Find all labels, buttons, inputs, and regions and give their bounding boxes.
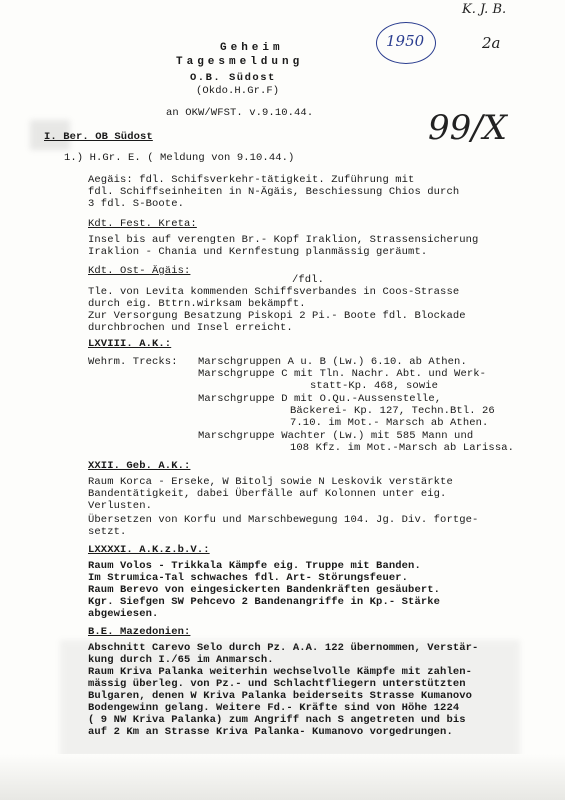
page-bottom-shade: [0, 754, 565, 800]
handwritten-page-mark: 99/X: [428, 108, 507, 148]
header-okdo: (Okdo.H.Gr.F): [196, 85, 280, 97]
lxxxxi-line-1: Raum Volos - Trikkala Kämpfe eig. Truppe mit Banden.: [88, 560, 421, 572]
wehrm-label: Wehrm. Trecks:: [88, 356, 178, 368]
kdt-ost-label: Kdt. Ost- Ägäis:: [88, 265, 191, 277]
lxviii-label: LXVIII. A.K.:: [88, 338, 172, 350]
lxxxxi-line-3: Raum Berevo von eingesickerten Bandenkräften gesäubert.: [88, 584, 441, 596]
xxii-line-1: Raum Korca - Erseke, W Bitolj sowie N Leskovik verstärkte: [88, 476, 453, 488]
section-title: I. Ber. OB Südost: [44, 131, 153, 143]
wehrm-line-3: statt-Kp. 468, sowie: [310, 380, 439, 392]
wehrm-line-8: 108 Kfz. im Mot.-Marsch ab Larissa.: [290, 442, 515, 454]
kdt-kreta-line-1: Insel bis auf verengten Br.- Kopf Iraklion, Strassensicherung: [88, 234, 479, 246]
xxii-line-4: Übersetzen von Korfu und Marschbewegung 104. Jg. Div. fortge-: [88, 514, 479, 526]
xxii-label: XXII. Geb. A.K.:: [88, 460, 191, 472]
subsection-hgr-e: 1.) H.Gr. E. ( Meldung von 9.10.44.): [64, 152, 295, 164]
handwritten-initials: K. J. B.: [462, 2, 507, 17]
kdt-ost-line-2: durch eig. Bttrn.wirksam bekämpft.: [88, 298, 306, 310]
xxii-line-3: Verlusten.: [88, 500, 153, 512]
kdt-kreta-label: Kdt. Fest. Kreta:: [88, 218, 197, 230]
be-line-8: auf 2 Km an Strasse Kriva Palanka- Kumanovo vorgedrungen.: [88, 726, 453, 738]
kdt-kreta-line-2: Iraklion - Chania und Kernfestung planmässig geräumt.: [88, 246, 428, 258]
wehrm-line-2: Marschgruppe C mit Tln. Nachr. Abt. und Werk-: [198, 368, 487, 380]
lxxxxi-line-4: Kgr. Siefgen SW Pehcevo 2 Bandenangriffe in Kp.- Stärke: [88, 596, 441, 608]
kdt-ost-line-4: durchbrochen und Insel erreicht.: [88, 322, 293, 334]
be-mazedonien-label: B.E. Mazedonien:: [88, 626, 191, 638]
be-line-7: ( 9 NW Kriva Palanka) zum Angriff nach S angetreten und bis: [88, 714, 466, 726]
be-line-5: Bulgaren, denen W Kriva Palanka beiderseits Strasse Kumanovo: [88, 690, 473, 702]
wehrm-line-7: Marschgruppe Wachter (Lw.) mit 585 Mann und: [198, 430, 474, 442]
wehrm-line-1: Marschgruppen A u. B (Lw.) 6.10. ab Athen.: [198, 356, 467, 368]
aegaeis-line-2: fdl. Schiffseinheiten in N-Ägäis, Beschiessung Chios durch: [88, 186, 460, 198]
be-line-4: mässig überleg. von Pz.- und Schlachtfliegern unterstützten: [88, 678, 466, 690]
header-tagesmeldung: Tagesmeldung: [176, 56, 304, 68]
be-line-3: Raum Kriva Palanka weiterhin wechselvolle Kämpfe mit zahlen-: [88, 666, 473, 678]
aegaeis-line-3: 3 fdl. S-Boote.: [88, 198, 185, 210]
header-addressee: an OKW/WFST. v.9.10.44.: [166, 107, 314, 119]
aegaeis-line-1: Aegäis: fdl. Schifsverkehr-tätigkeit. Zuführung mit: [88, 174, 415, 186]
lxxxxi-line-2: Im Strumica-Tal schwaches fdl. Art- Störungsfeuer.: [88, 572, 409, 584]
xxii-line-2: Bandentätigkeit, dabei Überfälle auf Kolonnen unter eig.: [88, 488, 447, 500]
lxxxxi-label: LXXXXI. A.K.z.b.V.:: [88, 544, 210, 556]
wehrm-line-6: 7.10. im Mot.- Marsch ab Athen.: [290, 417, 489, 429]
header-geheim: Geheim: [220, 42, 284, 54]
handwritten-2a: 2a: [482, 34, 501, 52]
xxii-line-5: setzt.: [88, 526, 127, 538]
kdt-ost-line-3: Zur Versorgung Besatzung Piskopi 2 Pi.- Boote fdl. Blockade: [88, 310, 466, 322]
wehrm-line-5: Bäckerei- Kp. 127, Techn.Btl. 26: [290, 405, 495, 417]
wehrm-line-4: Marschgruppe D mit O.Qu.-Aussenstelle,: [198, 393, 442, 405]
kdt-ost-line-1: Tle. von Levita kommenden Schiffsverbandes in Coos-Strasse: [88, 286, 460, 298]
be-line-1: Abschnitt Carevo Selo durch Pz. A.A. 122 übernommen, Verstär-: [88, 642, 479, 654]
be-line-6: Bodengewinn gelang. Weitere Fd.- Kräfte sind von Höhe 1224: [88, 702, 460, 714]
header-ob-suedost: O.B. Südost: [190, 72, 276, 84]
be-line-2: kung durch I./65 im Anmarsch.: [88, 654, 274, 666]
kdt-ost-fdl: /fdl.: [292, 274, 325, 286]
lxxxxi-line-5: abgewiesen.: [88, 608, 159, 620]
circled-number: 1950: [386, 32, 425, 50]
